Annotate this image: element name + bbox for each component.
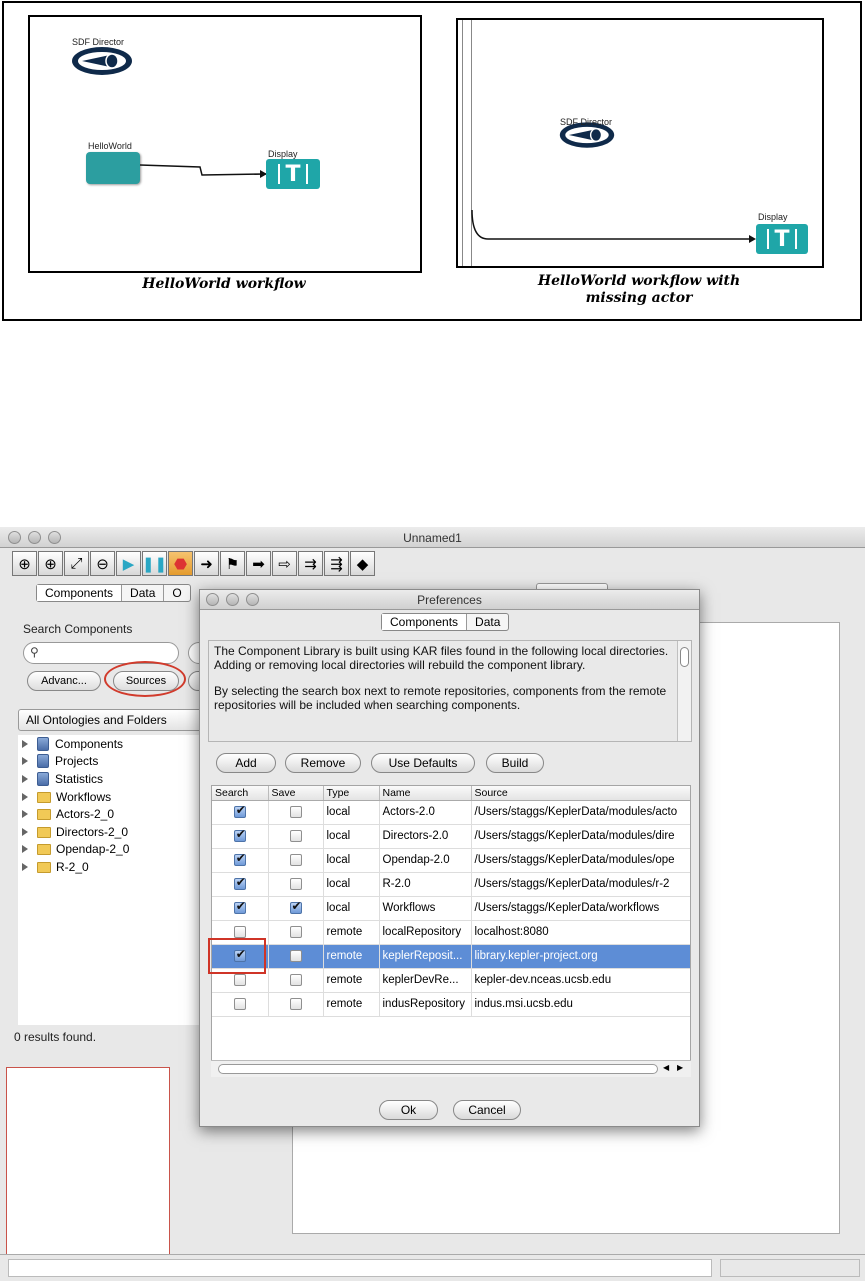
type-cell: remote [323,920,379,944]
tree-item-workflows[interactable]: Workflows [18,788,111,806]
toolbar [12,551,376,577]
save-checkbox[interactable] [290,902,302,914]
arrow-right-icon[interactable]: ➜ [194,551,219,576]
helloworld-workflow-panel [28,15,422,273]
zoom-fit-icon[interactable]: ⤢ [64,551,89,576]
search-checkbox-cell[interactable] [212,800,268,824]
double-arrow-icon[interactable]: ⇉ [298,551,323,576]
left-caption: HelloWorld workflow [142,276,306,292]
folder-icon [37,809,51,820]
tab-components[interactable]: Components [37,585,122,601]
save-checkbox-cell[interactable] [268,920,323,944]
save-checkbox-cell[interactable] [268,872,323,896]
dialog-title: Preferences [417,593,482,607]
overview-panel [6,1067,170,1279]
save-checkbox-cell[interactable] [268,968,323,992]
search-checkbox-cell[interactable] [212,896,268,920]
ontology-select[interactable]: All Ontologies and Folders [18,709,210,731]
flag-icon[interactable]: ⚑ [220,551,245,576]
search-checkbox[interactable] [234,806,246,818]
name-cell: indusRepository [379,992,471,1016]
use-defaults-button[interactable]: Use Defaults [371,753,475,773]
preferences-dialog [199,589,700,1127]
save-checkbox[interactable] [290,926,302,938]
name-cell: keplerReposit... [379,944,471,968]
cancel-button[interactable]: Cancel [453,1100,521,1120]
save-checkbox[interactable] [290,830,302,842]
save-checkbox-cell[interactable] [268,800,323,824]
description-text: The Component Library is built using KAR files found in the following local directories. Adding or removing local directories will rebuild the component library. By selecting the search box next to remote repositories, components from the remote repositories will be included when searching components. [214,644,669,712]
source-cell: /Users/staggs/KeplerData/modules/r-2 [471,872,691,896]
save-checkbox-cell[interactable] [268,824,323,848]
description-scrollbar[interactable] [677,641,691,741]
sources-highlight-annotation [104,661,186,697]
database-icon [37,737,49,751]
table-row[interactable] [212,992,691,1016]
right-caption: HelloWorld workflow with missing actor [537,273,741,306]
arrow-right-solid-icon[interactable]: ➡ [246,551,271,576]
tree-item-components[interactable]: Components [18,735,123,753]
source-cell: localhost:8080 [471,920,691,944]
tree-item-actors[interactable]: Actors-2_0 [18,805,114,823]
remove-button[interactable]: Remove [285,753,361,773]
zoom-reset-icon[interactable]: ⊕ [38,551,63,576]
source-cell: /Users/staggs/KeplerData/modules/ope [471,848,691,872]
name-cell: Opendap-2.0 [379,848,471,872]
tree-item-projects[interactable]: Projects [18,752,98,770]
save-checkbox[interactable] [290,950,302,962]
name-cell: Workflows [379,896,471,920]
table-row[interactable] [212,896,691,920]
search-checkbox[interactable] [234,902,246,914]
display-actor-icon: T [266,159,320,189]
director-label: SDF Director [560,117,613,127]
save-checkbox-cell[interactable] [268,992,323,1016]
search-icon: ⚲ [30,645,39,659]
tab-data[interactable]: Data [475,615,501,629]
run-icon[interactable]: ▶ [116,551,141,576]
save-checkbox[interactable] [290,806,302,818]
source-cell: indus.msi.ucsb.edu [471,992,691,1016]
save-checkbox[interactable] [290,878,302,890]
sources-button[interactable]: Sources [113,671,179,691]
dialog-title-bar [200,590,699,610]
save-checkbox-cell[interactable] [268,896,323,920]
add-button[interactable]: Add [216,753,276,773]
table-row[interactable] [212,920,691,944]
source-cell: kepler-dev.nceas.ucsb.edu [471,968,691,992]
display-label: Display [268,149,298,159]
display-label: Display [758,212,788,222]
preferences-tabs [381,613,509,631]
status-field [8,1259,712,1277]
search-checkbox-cell[interactable] [212,824,268,848]
type-cell: local [323,824,379,848]
name-cell: Directors-2.0 [379,824,471,848]
tab-ontology[interactable]: O [172,586,182,600]
column-type[interactable]: Type [323,786,379,800]
connection-wire [30,17,424,275]
type-cell: local [323,896,379,920]
database-icon [37,754,49,768]
table-row[interactable] [212,944,691,968]
repository-table [211,785,691,1077]
tab-components[interactable]: Components [382,614,467,630]
type-cell: remote [323,992,379,1016]
results-count: 0 results found. [14,1030,97,1044]
table-row[interactable] [212,800,691,824]
arrow-outline-icon[interactable]: ⇨ [272,551,297,576]
name-cell: keplerDevRe... [379,968,471,992]
search-checkbox-cell[interactable] [212,872,268,896]
workflow-figure [2,1,862,321]
table-row[interactable] [212,824,691,848]
source-cell: /Users/staggs/KeplerData/workflows [471,896,691,920]
save-checkbox[interactable] [290,998,302,1010]
table-row[interactable] [212,872,691,896]
column-search[interactable]: Search [212,786,268,800]
progress-field [720,1259,860,1277]
folder-icon [37,827,51,838]
table-row[interactable] [212,848,691,872]
table-row[interactable] [212,968,691,992]
search-checkbox[interactable] [234,926,246,938]
triple-arrow-icon[interactable]: ⇶ [324,551,349,576]
folder-icon [37,844,51,855]
tree-item-r[interactable]: R-2_0 [18,858,89,876]
source-cell: /Users/staggs/KeplerData/modules/acto [471,800,691,824]
source-cell: /Users/staggs/KeplerData/modules/dire [471,824,691,848]
column-save[interactable]: Save [268,786,323,800]
type-cell: local [323,800,379,824]
helloworld-label: HelloWorld [88,141,132,151]
search-checkbox[interactable] [234,998,246,1010]
save-checkbox[interactable] [290,974,302,986]
search-checkbox-cell[interactable] [212,992,268,1016]
column-name[interactable]: Name [379,786,471,800]
search-checkbox[interactable] [234,974,246,986]
diamond-icon[interactable]: ◆ [350,551,375,576]
source-cell: library.kepler-project.org [471,944,691,968]
advanced-button[interactable]: Advanc... [27,671,101,691]
build-button[interactable]: Build [486,753,544,773]
name-cell: localRepository [379,920,471,944]
window-title: Unnamed1 [403,531,462,545]
director-label: SDF Director [72,37,125,47]
ok-button[interactable]: Ok [379,1100,438,1120]
search-checkbox[interactable] [234,830,246,842]
description-box [208,640,692,742]
folder-icon [37,792,51,803]
library-tabs [36,584,191,602]
search-checkbox[interactable] [234,854,246,866]
display-actor-icon: T [756,224,808,254]
table-horizontal-scrollbar[interactable] [211,1060,691,1077]
save-checkbox-cell[interactable] [268,944,323,968]
zoom-out-icon[interactable]: ⊖ [90,551,115,576]
search-checkbox-cell[interactable] [212,848,268,872]
search-group-label: Search Components [23,622,133,636]
title-bar [0,527,865,548]
scroll-left-icon[interactable]: ◀ [663,1063,670,1072]
pause-icon[interactable]: ❚❚ [142,551,167,576]
name-cell: R-2.0 [379,872,471,896]
status-bar [0,1254,865,1281]
tree-item-statistics[interactable]: Statistics [18,770,103,788]
tree-item-directors[interactable]: Directors-2_0 [18,823,128,841]
type-cell: remote [323,944,379,968]
save-checkbox[interactable] [290,854,302,866]
name-cell: Actors-2.0 [379,800,471,824]
type-cell: remote [323,968,379,992]
type-cell: local [323,872,379,896]
column-source[interactable]: Source [471,786,691,800]
scroll-right-icon[interactable]: ▶ [677,1063,684,1072]
checkbox-highlight-annotation [208,938,266,974]
search-checkbox[interactable] [234,878,246,890]
zoom-in-icon[interactable]: ⊕ [12,551,37,576]
missing-actor-panel [456,18,824,268]
tree-item-opendap[interactable]: Opendap-2_0 [18,840,129,858]
save-checkbox-cell[interactable] [268,848,323,872]
stop-icon[interactable]: ⬣ [168,551,193,576]
tab-data[interactable]: Data [122,585,164,601]
database-icon [37,772,49,786]
folder-icon [37,862,51,873]
type-cell: local [323,848,379,872]
